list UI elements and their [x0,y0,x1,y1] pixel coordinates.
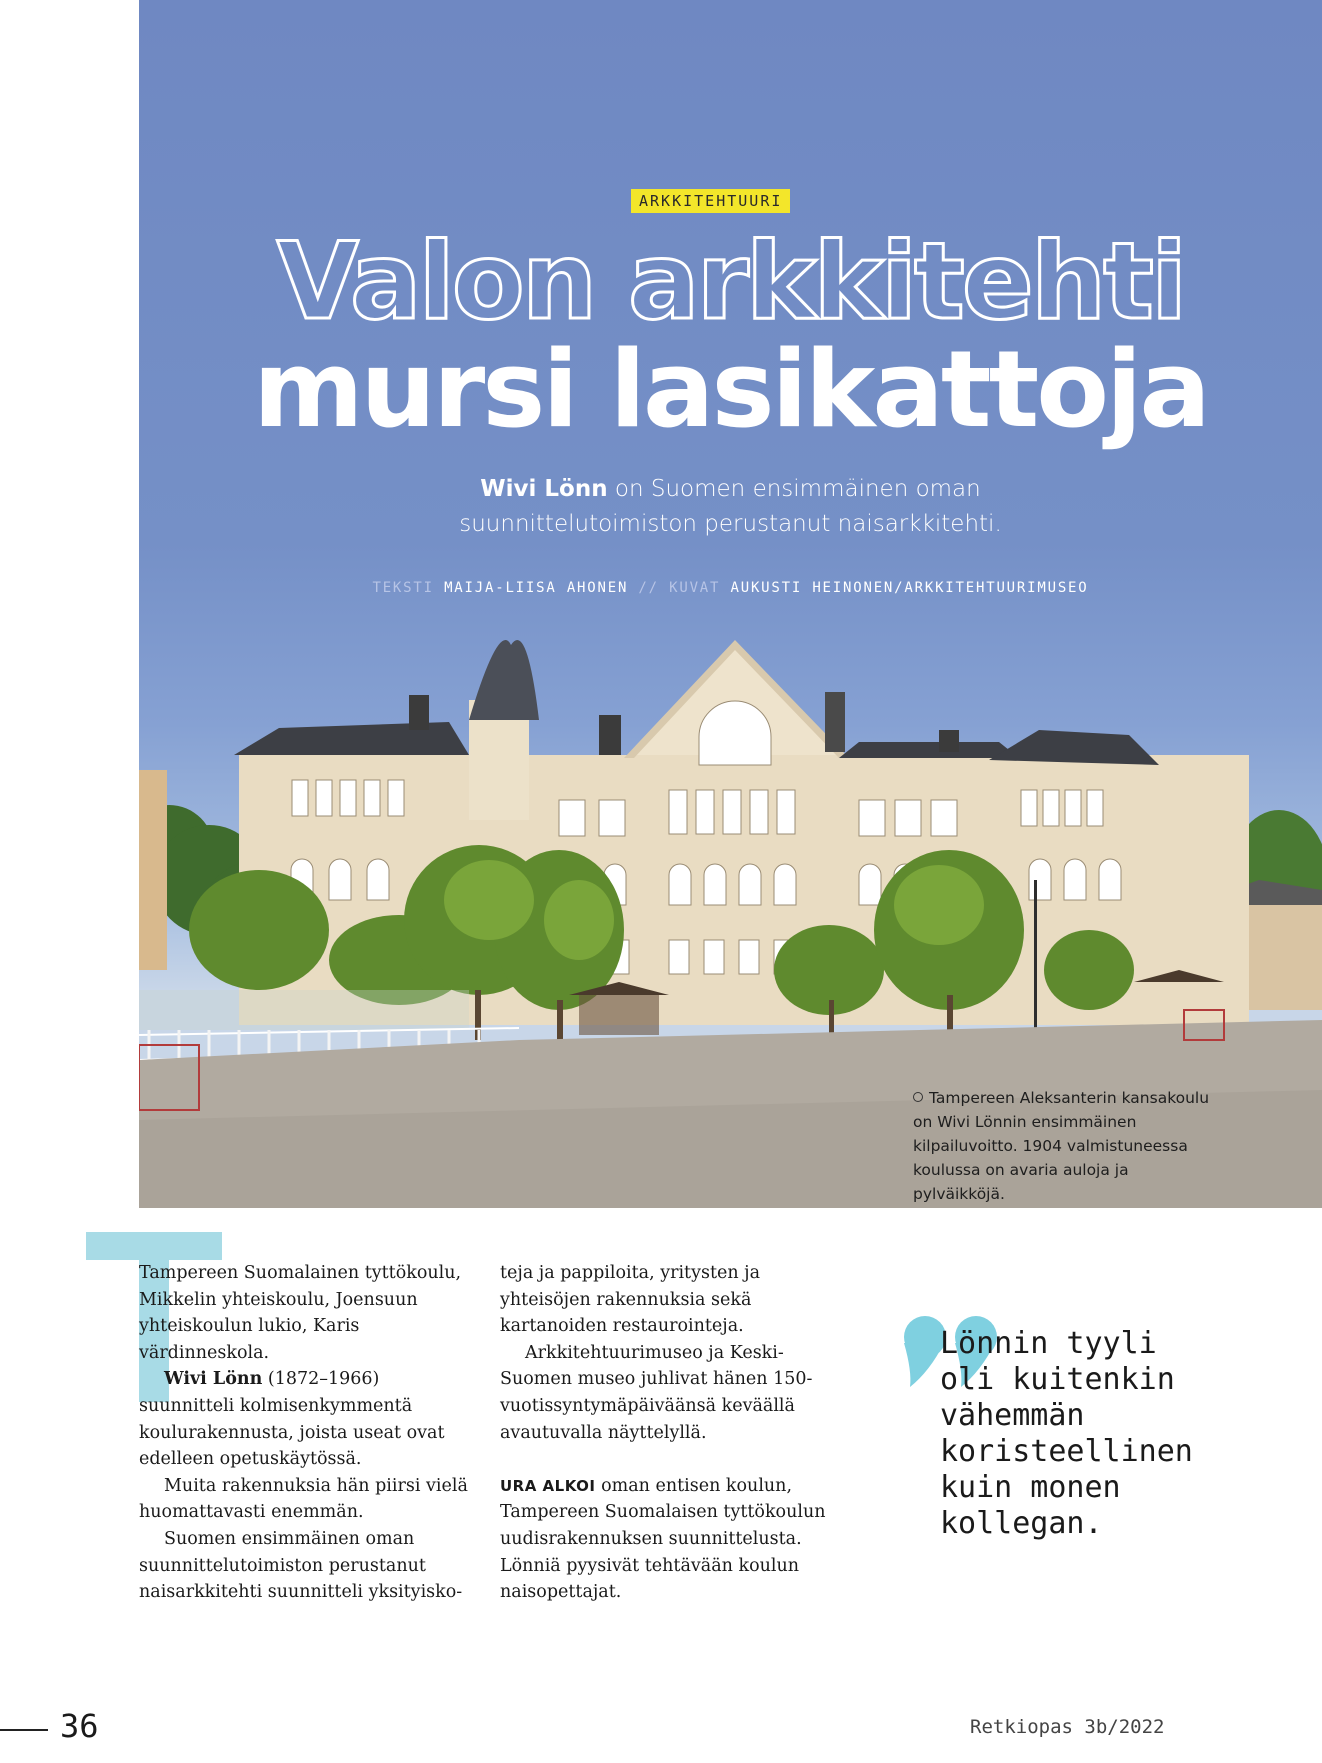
lead-name: Wivi Lönn [480,476,608,502]
credits-photo-name: AUKUSTI HEINONEN/ARKKITEHTUURIMUSEO [730,580,1089,596]
magazine-issue: Retkiopas 3b/2022 [970,1716,1165,1738]
footer-rule [0,1729,48,1731]
lead-text [139,472,1322,542]
caption-text: Tampereen Aleksanterin kansakoulu on Wivi Lönnin ensimmäinen kilpailuvoitto. 1904 valmistuneessa koulussa on avaria auloja ja pylväikköjä. [913,1089,1210,1203]
paragraph-text: oman entisen koulun, Tampereen Suomalaisen tyttökoulun uudisrakennuksen suunnittelusta. Lönniä pyysivät tehtävään koulun naisopettajat. [500,1475,826,1603]
section-tag: ARKKITEHTUURI [631,189,790,213]
credits-text-label: TEKSTI [372,580,445,596]
title-line-1: Valon arkkitehti [276,220,1185,343]
paragraph: Tampereen Suomalainen tyttökoulu, Mikkelin yhteiskoulu, Joensuun yhteiskoulun lukio, Karis värdinneskola. [139,1263,462,1363]
paragraph [500,1473,830,1606]
paragraph: Suomen ensimmäinen oman suunnittelutoimiston perustanut naisarkkitehti suunnitteli yksityisko- [139,1528,463,1603]
section-lead-in: URA ALKOI [500,1476,596,1495]
page-number: 36 [60,1707,99,1745]
paragraph: Arkkitehtuurimuseo ja Keski-Suomen museo juhlivat hänen 150-vuotissyntymäpäiväänsä keväällä avautuvalla näyttelyllä. [500,1342,813,1443]
title-line-2: mursi lasikattoja [253,328,1208,451]
pull-quote: Lönnin tyyli oli kuitenkin vähemmän koristeellinen kuin monen kollegan. [940,1326,1193,1541]
article-column-1 [139,1260,469,1606]
paragraph [139,1366,469,1472]
credits-separator: // [628,580,670,596]
lead-rest: on Suomen ensimmäinen oman [607,476,981,502]
school-building-photo [139,0,1322,1208]
person-name: Wivi Lönn [164,1369,263,1390]
caption-bullet-icon [913,1092,923,1102]
credits-text-name: MAIJA-LIISA AHONEN [444,580,629,596]
article-column-2 [500,1260,830,1606]
paragraph: teja ja pappiloita, yritysten ja yhteisöjen rakennuksia sekä kartanoiden restaurointeja. [500,1263,761,1337]
photo-caption [913,1086,1213,1206]
paragraph: Muita rakennuksia hän piirsi vielä huomattavasti enemmän. [139,1475,468,1523]
paragraph-text: (1872–1966) suunnitteli kolmisenkymmentä koulurakennusta, joista useat ovat edelleen opetuskäytössä. [139,1369,445,1470]
credits-photo-label: KUVAT [669,580,731,596]
lead-line-2: suunnittelutoimiston perustanut naisarkkitehti. [459,511,1002,537]
hero-photo [139,0,1322,1208]
credits [139,580,1322,596]
